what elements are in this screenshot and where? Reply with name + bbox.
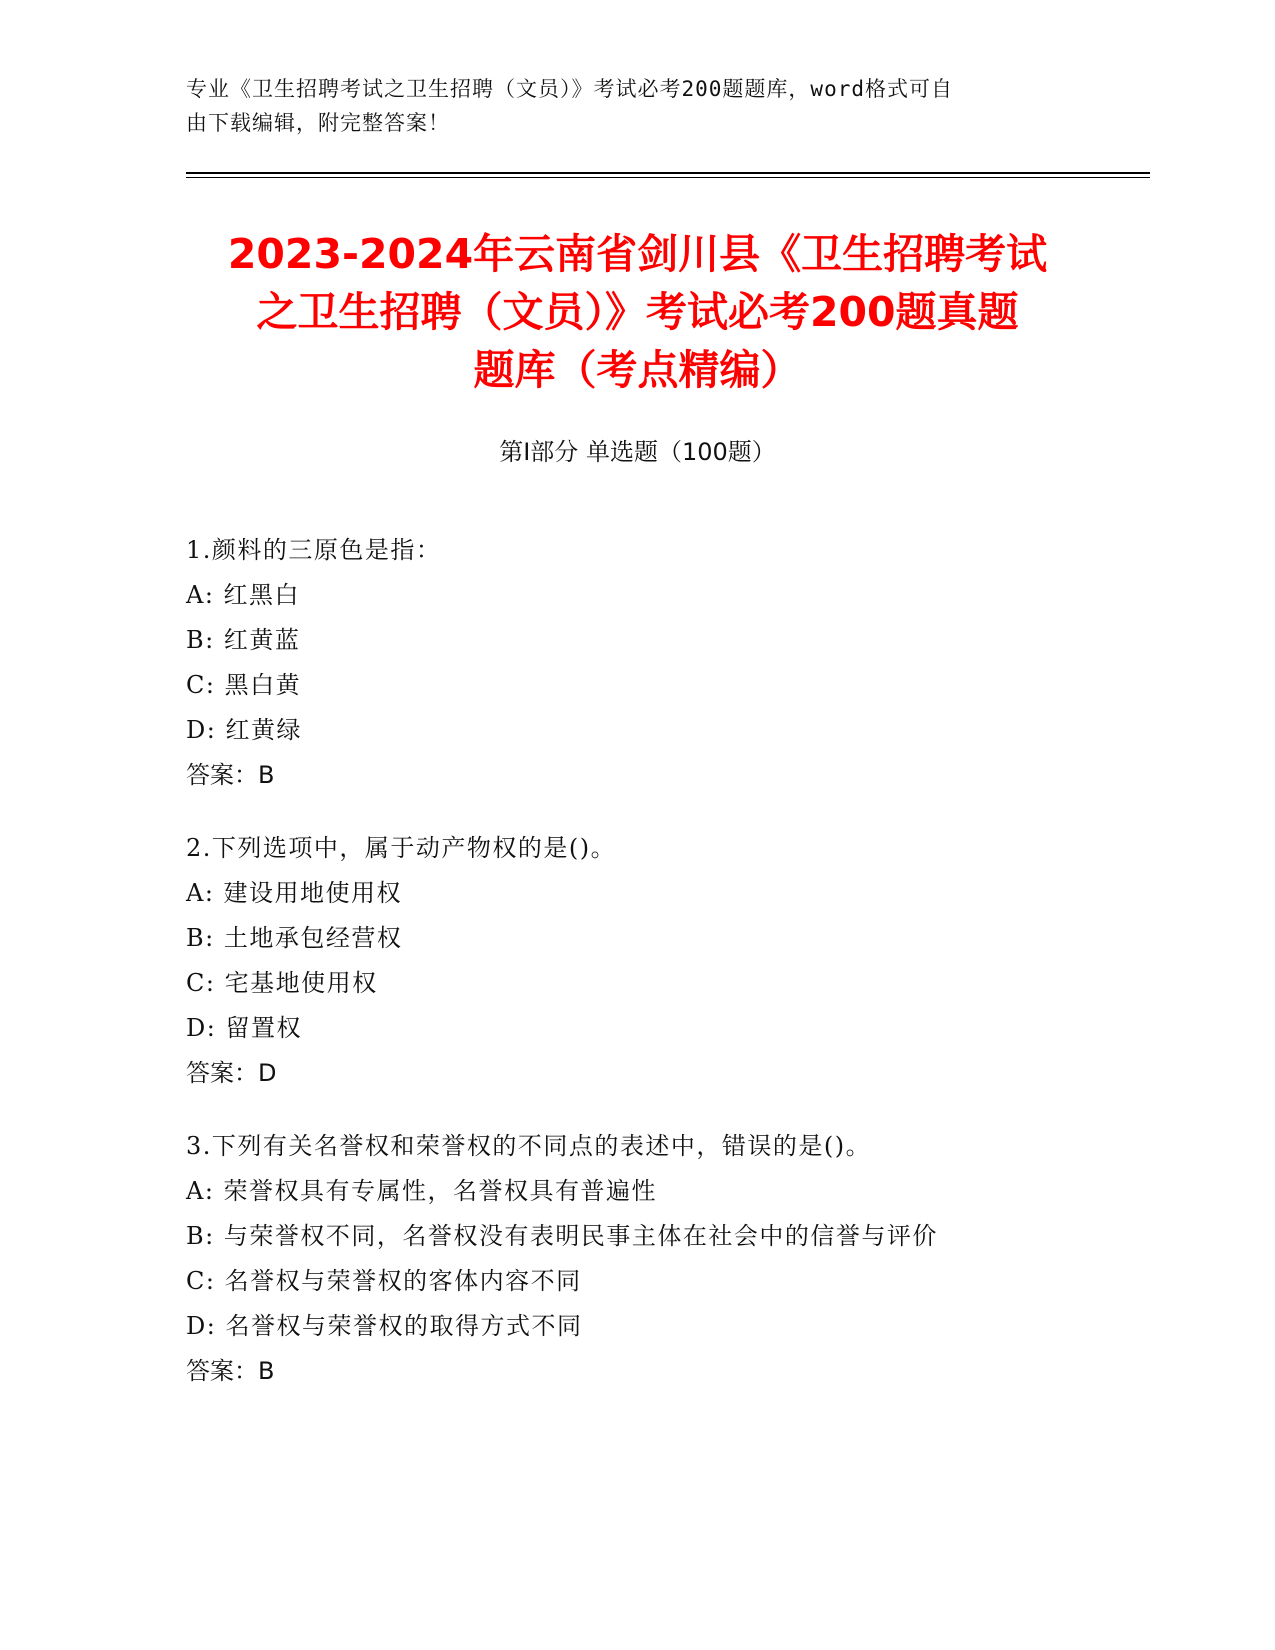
option-a: A: 荣誉权具有专属性，名誉权具有普遍性	[186, 1177, 658, 1205]
header-note-line-1: 专业《卫生招聘考试之卫生招聘（文员）》考试必考200题题库，word格式可自	[186, 77, 953, 101]
header-note-line-2: 由下载编辑，附完整答案！	[186, 111, 450, 135]
document-title	[150, 225, 1125, 399]
option-d: D: 名誉权与荣誉权的取得方式不同	[186, 1312, 583, 1340]
answer-line: 答案：B	[186, 1357, 275, 1385]
answer-line: 答案：D	[186, 1059, 277, 1087]
option-c: C: 名誉权与荣誉权的客体内容不同	[186, 1267, 582, 1295]
header-divider-thin	[186, 177, 1150, 178]
option-c: C: 宅基地使用权	[186, 969, 378, 997]
question-item	[186, 826, 1136, 1096]
question-item	[186, 528, 1136, 798]
question-stem: 2.下列选项中，属于动产物权的是()。	[186, 834, 617, 862]
question-stem: 1.颜料的三原色是指：	[186, 536, 442, 564]
option-b: B: 与荣誉权不同，名誉权没有表明民事主体在社会中的信誉与评价	[186, 1222, 938, 1250]
question-list	[186, 528, 1136, 1422]
title-line-3: 题库（考点精编）	[473, 346, 802, 394]
option-a: A: 红黑白	[186, 581, 301, 609]
option-a: A: 建设用地使用权	[186, 879, 403, 907]
option-d: D: 红黄绿	[186, 716, 302, 744]
option-c: C: 黑白黄	[186, 671, 302, 699]
header-note	[186, 72, 1066, 140]
option-b: B: 土地承包经营权	[186, 924, 403, 952]
question-stem: 3.下列有关名誉权和荣誉权的不同点的表述中，错误的是()。	[186, 1132, 872, 1160]
title-line-2: 之卫生招聘（文员）》考试必考200题真题	[256, 288, 1019, 336]
question-item	[186, 1124, 1136, 1394]
option-d: D: 留置权	[186, 1014, 302, 1042]
option-b: B: 红黄蓝	[186, 626, 301, 654]
answer-line: 答案：B	[186, 761, 275, 789]
title-line-1: 2023-2024年云南省剑川县《卫生招聘考试	[227, 230, 1048, 278]
section-title: 第Ⅰ部分 单选题（100题）	[499, 438, 776, 466]
header-divider-thick	[186, 172, 1150, 174]
